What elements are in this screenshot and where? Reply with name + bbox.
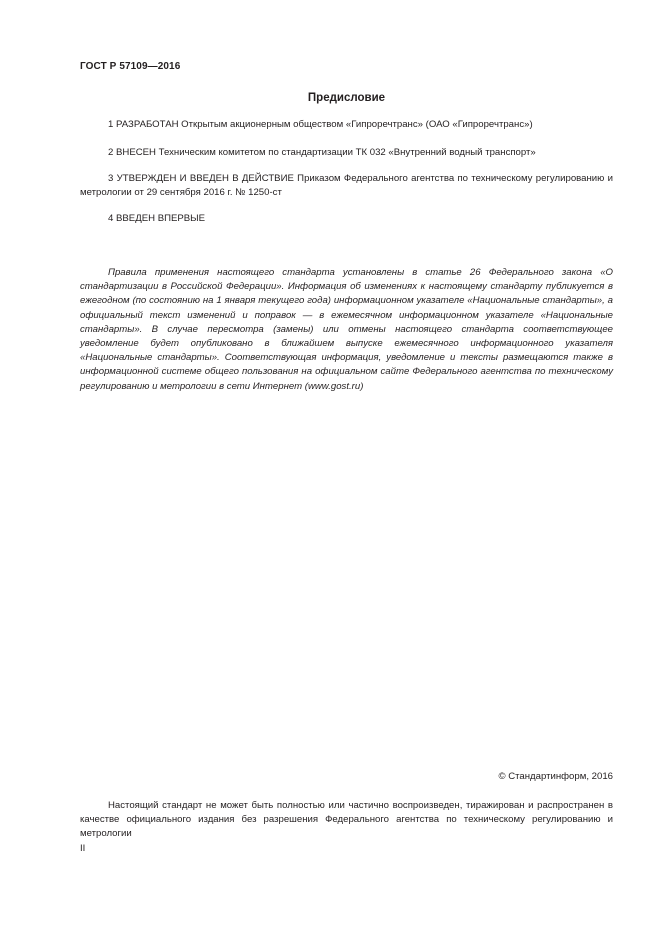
- preface-item-first-introduced: 4 ВВЕДЕН ВПЕРВЫЕ: [108, 213, 206, 224]
- page-title: Предисловие: [307, 92, 386, 104]
- application-rules-note: Правила применения настоящего стандарта установлены в статье 26 Федерального закона «О стандартизации в Российской Федерации». Информация об изменениях к настоящему стандарту публикуется в ежегодном (по состоянию на 1 января текущего года) информационном указателе «Национальные стандарты», а официальный текст изменений и поправок — в ежемесячном информационном указателе «Национальные стандарты». В случае пересмотра (замены) или отмены настоящего стандарта соответствующее уведомление будет опубликовано в ближайшем выпуске ежемесячного информационного указателя «Национальные стандарты». Соответствующая информация, уведомление и тексты размещаются также в информационной системе общего пользования на официальном сайте Федерального агентства по техническому регулированию и метрологии в сети Интернет (www.gost.ru): [80, 267, 613, 392]
- copyright-notice: © Стандартинформ, 2016: [498, 771, 613, 782]
- preface-item-introduced: 2 ВНЕСЕН Техническим комитетом по стандартизации ТК 032 «Внутренний водный транспорт»: [108, 147, 536, 158]
- document-code: ГОСТ Р 57109—2016: [80, 61, 181, 72]
- reproduction-notice: Настоящий стандарт не может быть полностью или частично воспроизведен, тиражирован и распространен в качестве официального издания без разрешения Федерального агентства по техническому регулированию и метрологии: [80, 800, 613, 839]
- page-number: II: [80, 843, 86, 854]
- preface-item-approved: 3 УТВЕРЖДЕН И ВВЕДЕН В ДЕЙСТВИЕ Приказом Федерального агентства по техническому регулированию и метрологии от 29 сентября 2016 г. № 1250-ст: [80, 173, 613, 198]
- preface-item-developed: 1 РАЗРАБОТАН Открытым акционерным обществом «Гипроречтранс» (ОАО «Гипроречтранс»): [108, 119, 533, 130]
